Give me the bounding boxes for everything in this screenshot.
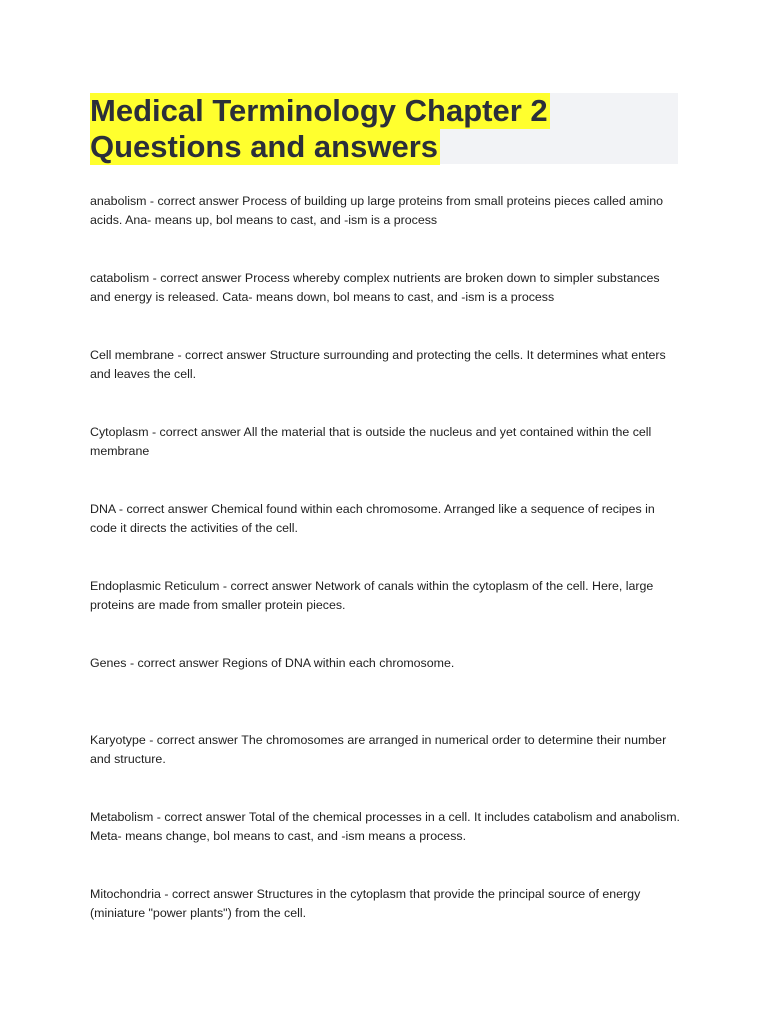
qa-entry-metabolism: Metabolism - correct answer Total of the chemical processes in a cell. It includes catabolism and anabolism. Meta- means change, bol means to cast, and -ism means a process. bbox=[90, 810, 680, 843]
qa-entry-cell-membrane: Cell membrane - correct answer Structure surrounding and protecting the cells. It determines what enters and leaves the cell. bbox=[90, 348, 666, 381]
qa-entry-catabolism: catabolism - correct answer Process whereby complex nutrients are broken down to simpler substances and energy is released. Cata- means down, bol means to cast, and -ism is a process bbox=[90, 271, 660, 304]
page-title bbox=[90, 93, 678, 165]
title-line-2: Questions and answers bbox=[90, 129, 438, 164]
qa-entry-dna: DNA - correct answer Chemical found within each chromosome. Arranged like a sequence of recipes in code it directs the activities of the cell. bbox=[90, 502, 655, 535]
qa-entry-endoplasmic-reticulum: Endoplasmic Reticulum - correct answer Network of canals within the cytoplasm of the cell. Here, large proteins are made from smaller protein pieces. bbox=[90, 579, 654, 612]
title-line-1: Medical Terminology Chapter 2 bbox=[90, 93, 548, 128]
title-block bbox=[90, 93, 678, 164]
qa-entry-karyotype: Karyotype - correct answer The chromosomes are arranged in numerical order to determine their number and structure. bbox=[90, 733, 667, 766]
qa-entry-mitochondria: Mitochondria - correct answer Structures in the cytoplasm that provide the principal source of energy (miniature "power plants") from the cell. bbox=[90, 887, 641, 920]
qa-entry-anabolism: anabolism - correct answer Process of building up large proteins from small proteins pieces called amino acids. Ana- means up, bol means to cast, and -ism is a process bbox=[90, 194, 663, 227]
qa-list bbox=[90, 192, 680, 962]
qa-entry-genes: Genes - correct answer Regions of DNA within each chromosome. bbox=[90, 656, 455, 670]
qa-entry-cytoplasm: Cytoplasm - correct answer All the material that is outside the nucleus and yet contained within the cell membrane bbox=[90, 425, 652, 458]
